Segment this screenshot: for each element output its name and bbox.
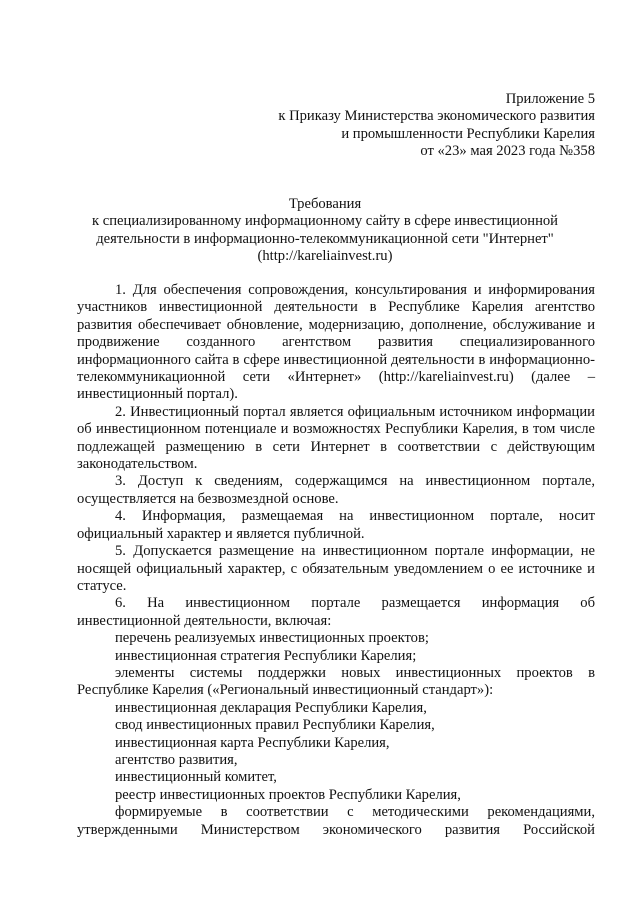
list-item: свод инвестиционных правил Республики Карелия, [115,717,435,734]
title-heading: Требования [288,196,362,212]
paragraph-3: 3. Доступ к сведениям, содержащимся на инвестиционном портале, осуществляется на безвозмездной основе. [77,473,595,507]
title-subtitle-line-1: к специализированному информационному сайту в сфере инвестиционной [92,213,558,230]
paragraph-4: 4. Информация, размещаемая на инвестиционном портале, носит официальный характер и является публичной. [77,508,595,542]
list-item: инвестиционная карта Республики Карелия, [115,734,390,751]
paragraph-methodological-recommendations: формируемые в соответствии с методическими рекомендациями, утвержденными Министерством экономического развития Российской [77,804,595,838]
appendix-number: Приложение 5 [505,91,595,107]
order-reference-line-1: к Приказу Министерства экономического развития [278,108,595,125]
list-item: перечень реализуемых инвестиционных проектов; [115,630,429,647]
list-item: инвестиционный комитет, [115,769,277,786]
list-item: агентство развития, [115,751,238,768]
order-reference-line-2: и промышленности Республики Карелия [341,125,595,142]
list-item: инвестиционная декларация Республики Карелия, [115,699,427,716]
document-body [77,282,595,839]
paragraph-2: 2. Инвестиционный портал является официальным источником информации об инвестиционном потенциале и возможностях Республики Карелия, в том числе подлежащей размещению в сети Интернет в соответствии с действующим законодательством. [77,403,595,473]
title-subtitle-line-2: деятельности в информационно-телекоммуникационной сети "Интернет" [96,230,554,247]
paragraph-6: 6. На инвестиционном портале размещается информация об инвестиционной деятельности, включая: [77,595,595,629]
paragraph-support-system: элементы системы поддержки новых инвестиционных проектов в Республике Карелия («Региональный инвестиционный стандарт»): [77,664,595,699]
list-item: реестр инвестиционных проектов Республики Карелия, [115,786,461,803]
paragraph-1: 1. Для обеспечения сопровождения, консультирования и информирования участников инвестиционной деятельности в Республике Карелия агентство развития обеспечивает обновление, модернизацию, дополнение, обслуживание и продвижение созданного агентством развития специализированного информационного сайта в сфере инвестиционной деятельности в информационно-телекоммуникационной сети «Интернет» (http://kareliainvest.ru) (далее – инвестиционный портал). [77,282,595,403]
appendix-header [200,91,595,161]
document-title [55,196,595,266]
list-item: инвестиционная стратегия Республики Карелия; [115,647,417,664]
title-website-url: (http://kareliainvest.ru) [257,248,393,265]
paragraph-5: 5. Допускается размещение на инвестиционном портале информации, не носящей официальный характер, с обязательным уведомлением о ее источнике и статусе. [77,543,595,594]
order-date-number: от «23» мая 2023 года №358 [420,143,595,160]
